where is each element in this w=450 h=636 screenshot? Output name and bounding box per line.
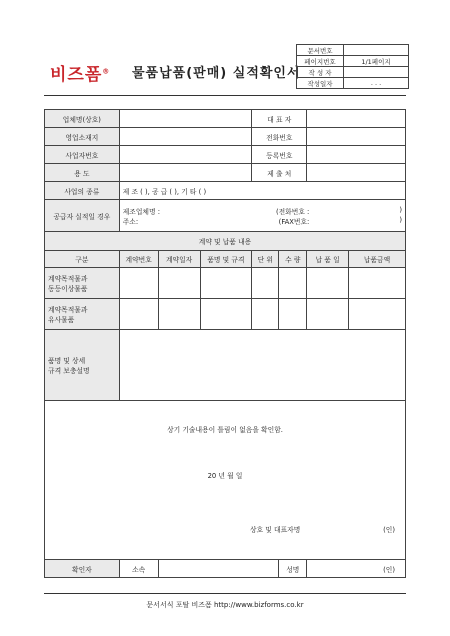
label-use: 용 도 <box>45 164 120 182</box>
label-registration-number: 등록번호 <box>252 146 307 164</box>
col-header-contract-no: 계약번호 <box>119 251 158 268</box>
detail-spec-field[interactable] <box>119 330 405 401</box>
label-business-number: 사업자번호 <box>45 146 120 164</box>
cell[interactable] <box>252 268 279 299</box>
performance-form-table <box>44 109 406 578</box>
row-label-equivalent: 계약목적물과 동등이상물품 <box>45 268 120 299</box>
col-header-unit: 단 위 <box>252 251 279 268</box>
col-header-contract-date: 계약일자 <box>158 251 200 268</box>
address-field[interactable] <box>119 128 252 146</box>
col-header-category: 구분 <box>45 251 120 268</box>
meta-value <box>344 67 409 78</box>
meta-value: . . . <box>344 78 409 89</box>
row-label-similar: 계약목적물과 유사물품 <box>45 299 120 330</box>
seal-mark: (인) <box>383 526 395 534</box>
cell[interactable] <box>158 268 200 299</box>
business-kind-options[interactable]: 제 조 ( ), 공 급 ( ), 기 타 ( ) <box>119 182 405 200</box>
company-field[interactable] <box>119 110 252 128</box>
meta-key: 문서번호 <box>297 45 344 56</box>
meta-key: 페이지번호 <box>297 56 344 67</box>
cell[interactable] <box>252 299 279 330</box>
header-divider <box>44 95 406 96</box>
label-department: 소속 <box>119 560 158 578</box>
bizforms-logo: 비즈폼® <box>50 65 111 85</box>
cell[interactable] <box>307 299 349 330</box>
registration-number-field[interactable] <box>307 146 406 164</box>
use-field[interactable] <box>119 164 252 182</box>
cell[interactable] <box>200 299 252 330</box>
label-detail-spec: 품명 및 상세 규격 보충설명 <box>45 330 120 401</box>
supplier-address-label: 주소: <box>122 217 139 226</box>
close-paren: ) <box>399 215 402 224</box>
close-paren: ) <box>399 205 402 214</box>
meta-key: 작성일자 <box>297 78 344 89</box>
supplier-manufacturer-label: 제조업체명 : <box>122 207 161 216</box>
label-representative: 대 표 자 <box>252 110 307 128</box>
label-supplier: 공급자 실적일 경우 <box>45 200 120 232</box>
label-address: 영업소재지 <box>45 128 120 146</box>
col-header-delivery-date: 납 품 일 <box>307 251 349 268</box>
label-company: 업체명(상호) <box>45 110 120 128</box>
label-submit-to: 제 출 처 <box>252 164 307 182</box>
cell[interactable] <box>158 299 200 330</box>
section-heading: 계약 및 납품 내용 <box>45 232 406 251</box>
label-business-kind: 사업의 종류 <box>45 182 120 200</box>
confirmation-text: 상기 기술내용이 틀림이 없음을 확인함. <box>167 426 283 434</box>
table-row <box>45 299 406 330</box>
cell[interactable] <box>119 268 158 299</box>
supplier-phone-label: (전화번호 : <box>275 207 310 216</box>
representative-field[interactable] <box>307 110 406 128</box>
col-header-amount: 납품금액 <box>349 251 406 268</box>
document-title: 물품납품(판매) 실적확인서 <box>132 66 301 81</box>
confirmation-box <box>45 401 406 560</box>
col-header-item-spec: 품명 및 규격 <box>200 251 252 268</box>
supplier-field[interactable] <box>119 200 405 232</box>
phone-field[interactable] <box>307 128 406 146</box>
cell[interactable] <box>119 299 158 330</box>
cell[interactable] <box>279 268 307 299</box>
business-number-field[interactable] <box>119 146 252 164</box>
cell[interactable] <box>279 299 307 330</box>
meta-key: 작 성 자 <box>297 67 344 78</box>
footer-divider <box>44 593 406 594</box>
meta-value: 1/1페이지 <box>344 56 409 67</box>
signature-label: 상호 및 대표자명 <box>250 526 301 534</box>
label-name: 성명 <box>279 560 307 578</box>
confirmation-date: 20 년 월 일 <box>207 472 243 480</box>
cell[interactable] <box>307 268 349 299</box>
footer-text: 문서서식 포탈 비즈폼 http://www.bizforms.co.kr <box>146 601 304 609</box>
submit-to-field[interactable] <box>307 164 406 182</box>
document-meta-table <box>296 44 409 89</box>
cell[interactable] <box>200 268 252 299</box>
label-phone: 전화번호 <box>252 128 307 146</box>
department-field[interactable] <box>158 560 279 578</box>
supplier-fax-label: (FAX번호: <box>278 217 310 226</box>
label-verifier: 확인자 <box>45 560 120 578</box>
table-row <box>45 268 406 299</box>
cell[interactable] <box>349 299 406 330</box>
verifier-seal[interactable]: (인) <box>307 560 406 578</box>
meta-value <box>344 45 409 56</box>
col-header-quantity: 수 량 <box>279 251 307 268</box>
cell[interactable] <box>349 268 406 299</box>
